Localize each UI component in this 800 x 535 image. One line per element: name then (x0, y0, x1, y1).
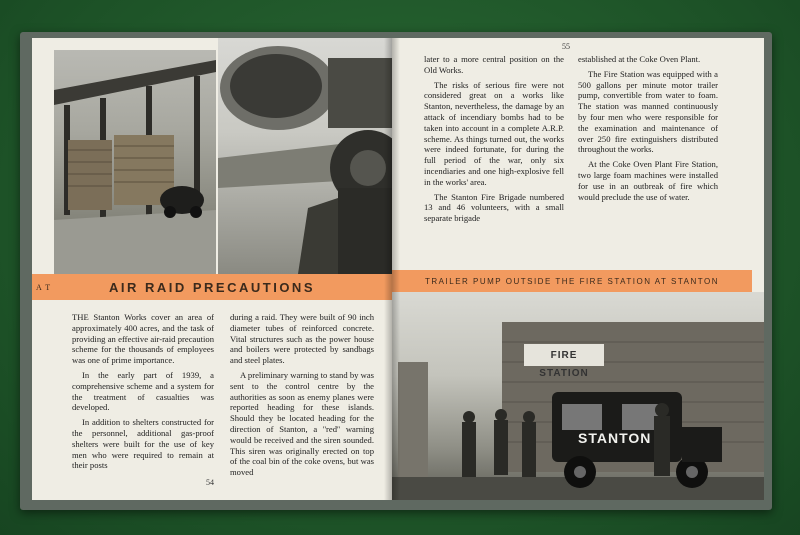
paragraph: THE Stanton Works cover an area of approximately 400 acres, and the task of providing an effective air-raid precaution scheme for the thousands of employees was one of prime importance. (72, 312, 214, 366)
section-title: AIR RAID PRECAUTIONS (108, 279, 315, 295)
paragraph: At the Coke Oven Plant Fire Station, two large foam machines were installed for use in an outbreak of fire which would preclude the use of water. (578, 159, 718, 202)
paragraph: later to a more central position on the Old Works. (424, 54, 564, 75)
paragraph: The Stanton Fire Brigade numbered 13 and 46 volunteers, with a small separate brigade (424, 191, 564, 224)
left-column-1 (72, 312, 214, 475)
sandbag-shelter-photo (54, 50, 216, 274)
left-page (32, 38, 393, 500)
paragraph: In the early part of 1939, a comprehensive scheme and a system for the treatment of casualties was developed. (72, 369, 214, 413)
paragraph: A preliminary warning to stand by was sent to the control centre by the authorities as soon as enemy planes were reported heading for these islands. Should they be located heading for the direction of Stanton, a ''red'' warning would be received and the siren sounded. This siren was originally erected on top of the coal bin of the coke ovens, but was moved (230, 369, 374, 478)
vehicle-lettering: STANTON (578, 430, 652, 446)
fire-station-photo (392, 292, 764, 500)
paragraph: In addition to shelters constructed for the personnel, additional gas-proof shelters were built for the use of key men who were required to remain at their posts (72, 417, 214, 471)
photo-caption: TRAILER PUMP OUTSIDE THE FIRE STATION AT STANTON (425, 276, 719, 286)
right-page (392, 38, 764, 500)
right-column-1 (424, 54, 564, 228)
paragraph: during a raid. They were built of 90 inch diameter tubes of reinforced concrete. Vital structures such as the power house and boilers were protected by sandbags and steel plates. (230, 312, 374, 366)
section-banner (32, 274, 392, 300)
left-column-2 (230, 312, 374, 482)
page-number-right: 55 (562, 42, 570, 51)
banner-prefix: A T (36, 282, 52, 292)
paragraph: The risks of serious fire were not considered great on a works like Stanton, nevertheless, the damage by an attack of incendiary bombs had to be taken into account in a complete A.R.P. scheme. As things turned out, the works were indeed fortunate, for during the full period of the war, only six incendiaries and one high-explosive fell in the works' area. (424, 79, 564, 187)
caption-banner (392, 270, 752, 292)
paragraph: established at the Coke Oven Plant. (578, 54, 701, 64)
right-column-2 (578, 54, 718, 206)
fire-station-sign: FIRE STATION (539, 350, 589, 379)
page-number-left: 54 (206, 478, 214, 487)
paragraph: The Fire Station was equipped with a 500 gallons per minute motor trailer pump, convertible from water to foam. The station was manned continuously by four men who were responsible for the examination and maintenance of over 250 fire extinguishers distributed throughout the works. (578, 68, 718, 155)
book-spine-shadow (384, 38, 400, 500)
siren-photo (218, 38, 392, 274)
